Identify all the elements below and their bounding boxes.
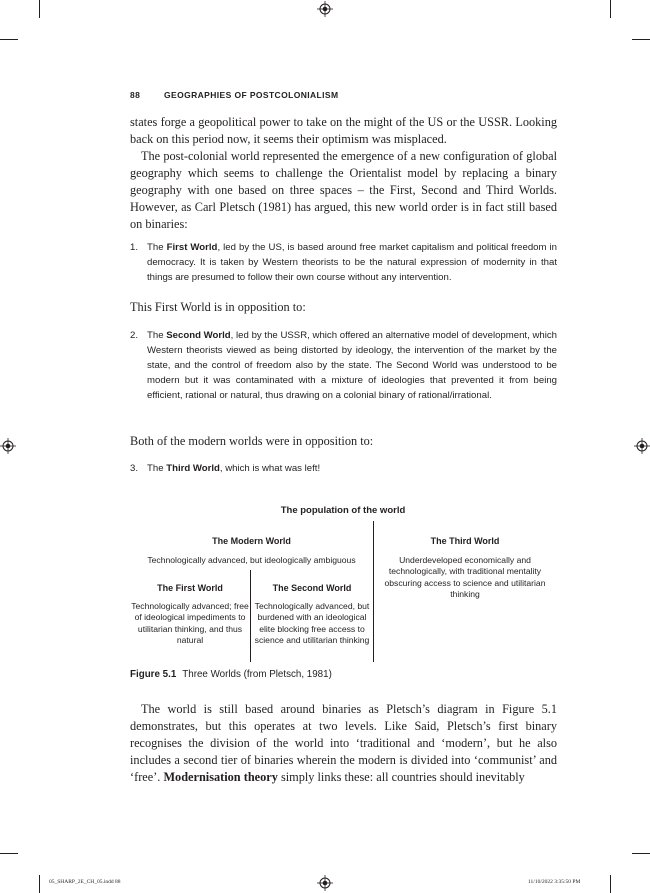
- paragraph: This First World is in opposition to:: [130, 300, 306, 314]
- slug-datetime: 11/10/2022 3:35:50 PM: [528, 879, 581, 885]
- crop-mark: [632, 853, 650, 854]
- key-term: First World: [166, 242, 218, 253]
- crop-mark: [610, 875, 611, 893]
- paragraph: Both of the modern worlds were in opposition to:: [130, 434, 374, 448]
- first-world-heading: The First World: [157, 583, 223, 593]
- crop-mark: [610, 0, 611, 18]
- second-world-heading: The Second World: [272, 583, 352, 593]
- page-number: 88: [130, 90, 141, 100]
- crop-mark: [39, 0, 40, 18]
- key-term: Second World: [166, 330, 231, 341]
- third-world-description: Underdeveloped economically and technologically, with traditional mentality obscuring access to science and utilitarian thinking: [384, 555, 546, 600]
- modern-world-heading: The Modern World: [212, 536, 291, 546]
- first-world-description: Technologically advanced; free of ideological impediments to utilitarian thinking, and thus natural: [131, 601, 249, 646]
- slug-file-info: 05_SHARP_2E_CH_05.indd 88: [49, 879, 121, 885]
- paragraph: states forge a geopolitical power to take on the might of the US or the USSR. Looking back on this period now, it seems their optimism was misplaced.: [130, 115, 557, 146]
- registration-mark-icon: [634, 438, 650, 454]
- key-term: Modernisation theory: [163, 770, 278, 784]
- second-world-description: Technologically advanced, but burdened with an ideological elite blocking free access to science and utilitarian thinking: [254, 601, 370, 646]
- crop-mark: [0, 39, 18, 40]
- figure-caption-text: Three Worlds (from Pletsch, 1981): [182, 669, 332, 680]
- third-world-heading: The Third World: [430, 536, 500, 546]
- figure-label: Figure 5.1: [130, 669, 177, 680]
- key-term: Third World: [166, 463, 220, 474]
- figure-title: The population of the world: [280, 505, 406, 516]
- registration-mark-icon: [317, 875, 333, 891]
- crop-mark: [0, 853, 18, 854]
- paragraph: The post-colonial world represented the emergence of a new configuration of global geography which seems to challenge the Orientalist model by replacing a binary geography with one based on three spaces – the First, Second and Third Worlds. However, as Carl Pletsch (1981) has argued, this new world order is in fact still based on binaries:: [130, 149, 557, 231]
- list-number: 2.: [130, 330, 139, 341]
- running-title: GEOGRAPHIES OF POSTCOLONIALISM: [164, 90, 339, 100]
- list-number: 3.: [130, 463, 139, 474]
- list-number: 1.: [130, 242, 139, 253]
- figure-caption: [130, 669, 332, 680]
- list-item: 3. The Third World, which is what was left!: [130, 461, 557, 476]
- modern-world-description: Technologically advanced, but ideologically ambiguous: [147, 555, 356, 565]
- list-item: 1. The First World, led by the US, is based around free market capitalism and political freedom in democracy. It is taken by Western theorists to be the natural expression of modernity in that things are presumed to follow their own course without any intervention.: [130, 242, 557, 284]
- list-item: 2. The Second World, led by the USSR, which offered an alternative model of development, which Western theorists viewed as being distorted by ideology, the intervention of the market by the state, and the control of freedom also by the state. The Second World was understood to be modern but it was contaminated with a mixture of ideologies that prevented it from being efficient, rational or natural, thus drawing on a colonial binary of rational/irrational.: [130, 330, 557, 402]
- running-header: [130, 90, 338, 100]
- crop-mark: [39, 875, 40, 893]
- paragraph: The world is still based around binaries as Pletsch’s diagram in Figure 5.1 demonstrates, but this operates at two levels. Like Said, Pletsch’s first binary recognises the division of the world into ‘traditional and ‘modern’, but he also includes a second tier of binaries wherein the modern is divided into ‘communist’ and ‘free’. Modernisation theory simply links these: all countries should inevitably: [130, 702, 557, 784]
- registration-mark-icon: [0, 438, 16, 454]
- registration-mark-icon: [317, 1, 333, 17]
- crop-mark: [632, 39, 650, 40]
